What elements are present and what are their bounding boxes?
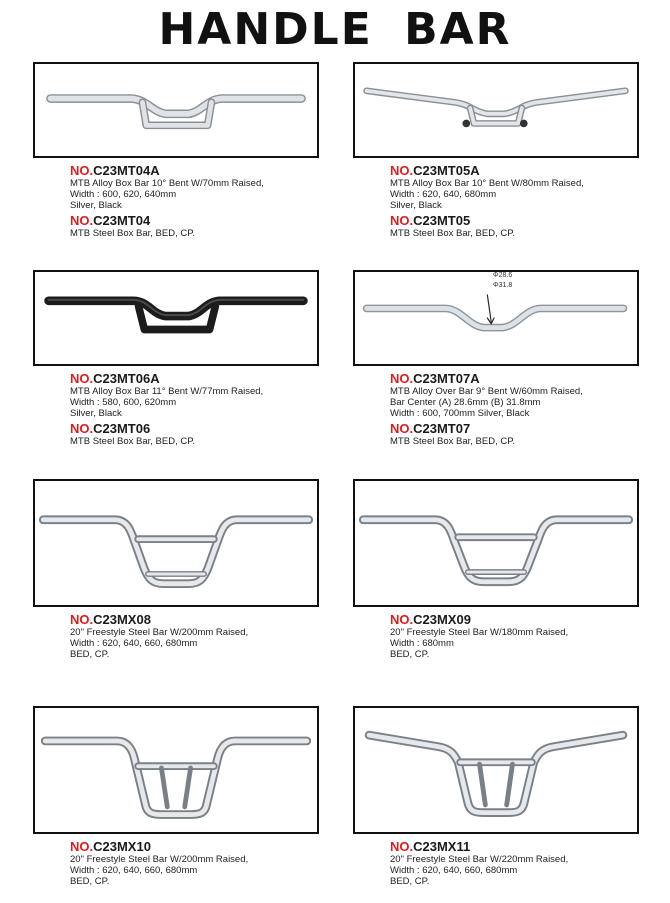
handlebar-illustration [35, 708, 317, 832]
product-info [70, 839, 350, 887]
product-number: NO.C23MT04A [70, 163, 160, 178]
product-info [390, 612, 670, 660]
product-number: NO.C23MT05A [390, 163, 480, 178]
product-number: NO.C23MX09 [390, 612, 471, 627]
spec-line: MTB Steel Box Bar, BED, CP. [390, 436, 515, 447]
spec-line: 20" Freestyle Steel Bar W/220mm Raised, [390, 854, 569, 865]
spec-line: 20" Freestyle Steel Bar W/180mm Raised, [390, 627, 569, 638]
page-title: HANDLE BAR [158, 4, 512, 55]
handlebar-illustration [35, 272, 317, 364]
product-number-alt: NO.C23MT04 [70, 213, 151, 228]
diameter-callout: Φ31.8 [493, 282, 513, 289]
spec-line: Silver, Black [70, 408, 122, 419]
spec-line: BED, CP. [70, 876, 110, 887]
spec-line: Silver, Black [70, 200, 122, 211]
diameter-callout: Φ28.6 [493, 272, 513, 279]
spec-line: 20" Freestyle Steel Bar W/200mm Raised, [70, 627, 249, 638]
product-image-c23mt05a [353, 62, 639, 158]
product-info [390, 371, 670, 447]
spec-line: Width : 680mm [390, 638, 454, 649]
spec-line: Width : 620, 640, 660, 680mm [70, 865, 198, 876]
product-number: NO.C23MX08 [70, 612, 151, 627]
spec-line: Width : 580, 600, 620mm [70, 397, 177, 408]
spec-line: MTB Steel Box Bar, BED, CP. [70, 228, 195, 239]
spec-line: Bar Center (A) 28.6mm (B) 31.8mm [390, 397, 541, 408]
spec-line: BED, CP. [70, 649, 110, 660]
spec-line: Width : 620, 640, 680mm [390, 189, 497, 200]
product-image-c23mx11 [353, 706, 639, 834]
product-image-c23mt06a [33, 270, 319, 366]
product-info [70, 163, 350, 239]
product-image-c23mx08 [33, 479, 319, 607]
handlebar-illustration [35, 481, 317, 605]
spec-line: Silver, Black [390, 200, 442, 211]
spec-line: BED, CP. [390, 649, 430, 660]
spec-line: Width : 600, 620, 640mm [70, 189, 177, 200]
spec-line: Width : 600, 700mm Silver, Black [390, 408, 530, 419]
handlebar-illustration [355, 481, 637, 605]
handlebar-illustration [35, 64, 317, 156]
product-info [70, 371, 350, 447]
spec-line: MTB Alloy Box Bar 11° Bent W/77mm Raised, [70, 386, 264, 397]
spec-line: MTB Alloy Box Bar 10° Bent W/80mm Raised, [390, 178, 584, 189]
spec-line: 20" Freestyle Steel Bar W/200mm Raised, [70, 854, 249, 865]
spec-line: BED, CP. [390, 876, 430, 887]
product-info [390, 163, 670, 239]
product-image-c23mt04a [33, 62, 319, 158]
handlebar-illustration [355, 708, 637, 832]
product-number: NO.C23MT07A [390, 371, 480, 386]
product-number-alt: NO.C23MT06 [70, 421, 151, 436]
spec-line: Width : 620, 640, 660, 680mm [390, 865, 518, 876]
product-number: NO.C23MX11 [390, 839, 471, 854]
spec-line: MTB Steel Box Bar, BED, CP. [70, 436, 195, 447]
spec-line: Width : 620, 640, 660, 680mm [70, 638, 198, 649]
product-info [390, 839, 670, 887]
handlebar-illustration [355, 64, 637, 156]
product-number-alt: NO.C23MT07 [390, 421, 471, 436]
product-number: NO.C23MT06A [70, 371, 160, 386]
product-number: NO.C23MX10 [70, 839, 151, 854]
product-image-c23mx09 [353, 479, 639, 607]
product-image-c23mx10 [33, 706, 319, 834]
spec-line: MTB Steel Box Bar, BED, CP. [390, 228, 515, 239]
spec-line: MTB Alloy Box Bar 10° Bent W/70mm Raised, [70, 178, 264, 189]
product-number-alt: NO.C23MT05 [390, 213, 471, 228]
product-image-c23mt07a [353, 270, 639, 366]
spec-line: MTB Alloy Over Bar 9° Bent W/60mm Raised, [390, 386, 583, 397]
product-info [70, 612, 350, 660]
